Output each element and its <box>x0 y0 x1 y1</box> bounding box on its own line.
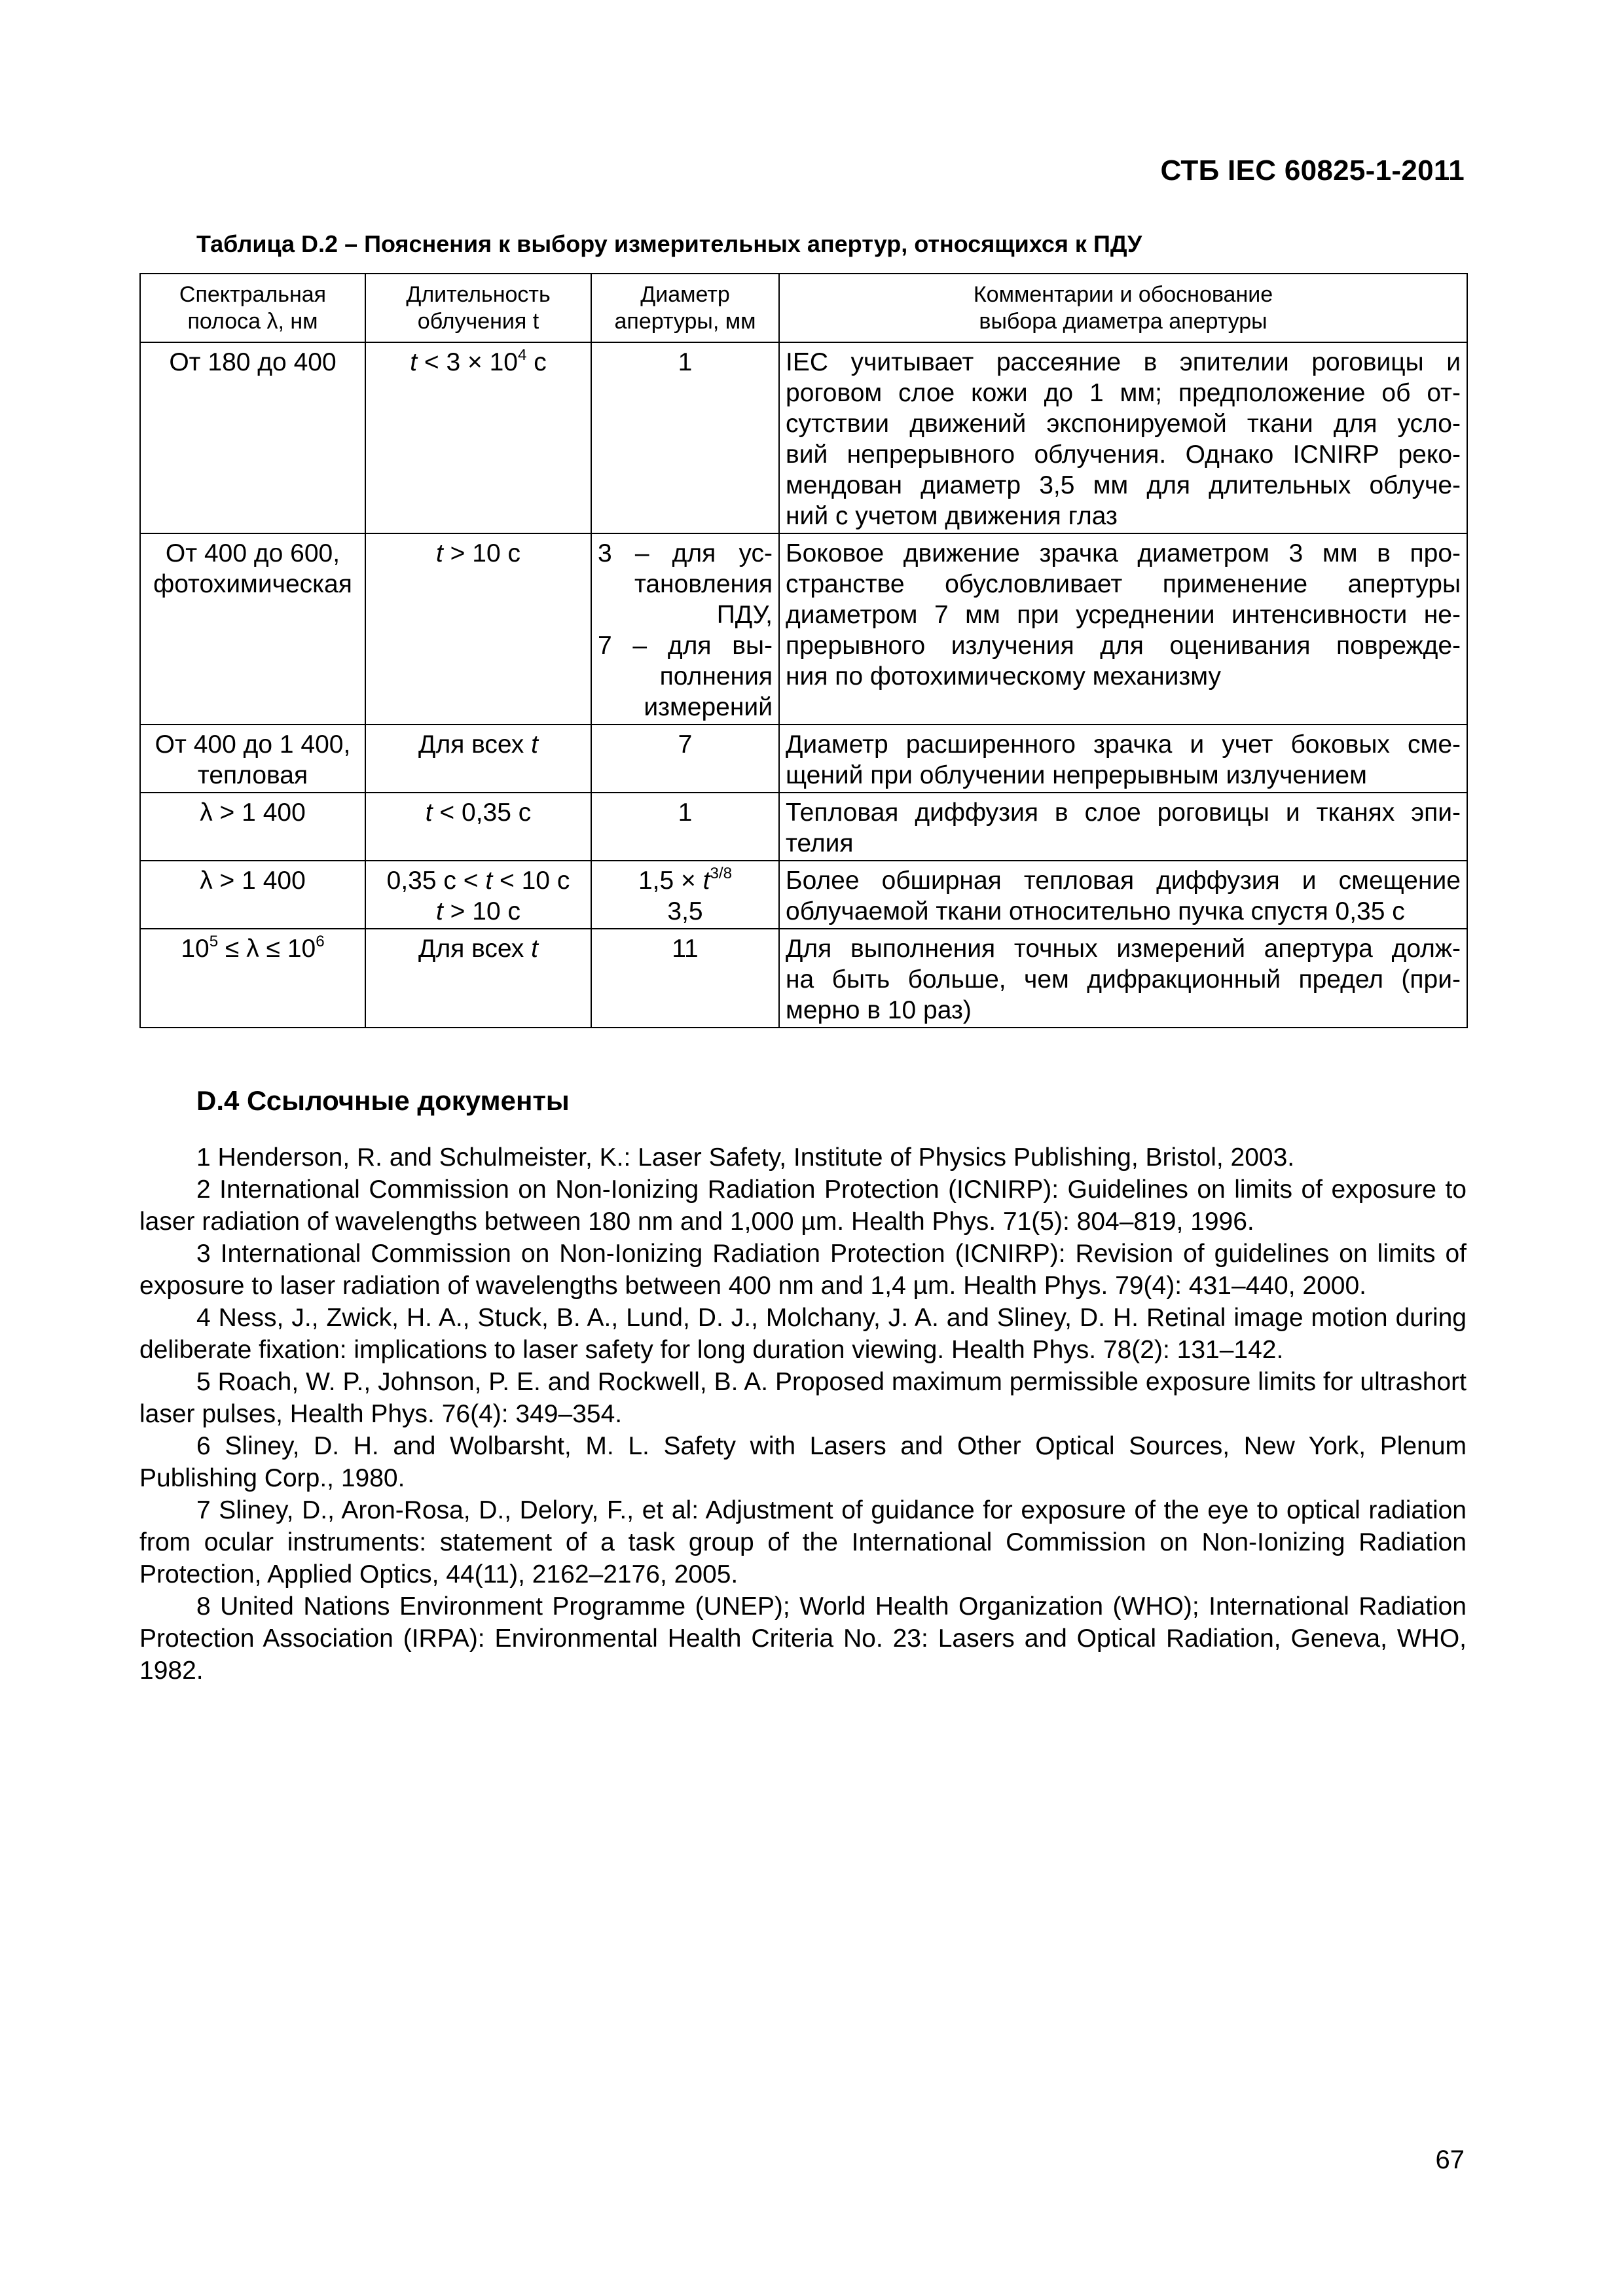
cell-comment: Диаметр расширенного зрачка и учет боковых сме- щений при облучении непрерывным излучением <box>779 725 1467 793</box>
reference-item: 1 Henderson, R. and Schulmeister, K.: Laser Safety, Institute of Physics Publishing, Bristol, 2003. <box>196 1143 1295 1172</box>
reference-item: 6 Sliney, D. H. and Wolbarsht, M. L. Safety with Lasers and Other Optical Sources, New York, Plenum Publishing Corp., 1980. <box>139 1432 1467 1492</box>
reference-item: 7 Sliney, D., Aron-Rosa, D., Delory, F., et al: Adjustment of guidance for exposure of the eye to optical radiation from ocular instruments: statement of a task group of the International Commission on Non-Ionizing Radiation Protection, Applied Optics, 44(11), 2162–2176, 2005. <box>139 1496 1467 1588</box>
reference-item: 4 Ness, J., Zwick, H. A., Stuck, B. A., Lund, D. J., Molchany, J. A. and Sliney, D. H. Retinal image motion during deliberate fixation: implications to laser safety for long duration viewing. Health Phys. 78(2): 131–142. <box>139 1304 1467 1364</box>
cell-duration: t < 0,35 с <box>365 793 591 861</box>
table-row <box>140 793 1467 861</box>
cell-band: От 400 до 600, фотохимическая <box>140 533 365 725</box>
reference-item: 8 United Nations Environment Programme (UNEP); World Health Organization (WHO); International Radiation Protection Association (IRPA): Environmental Health Criteria No. 23: Lasers and Optical Radiation, Geneva, WHO, 1982. <box>139 1592 1467 1685</box>
header-exposure-duration: Длительность облучения t <box>365 274 591 342</box>
cell-band: $10^5 \le \lambda \le 10^6$ <box>140 929 365 1028</box>
table-row <box>140 533 1467 725</box>
cell-duration: Для всех t <box>365 725 591 793</box>
reference-item: 2 International Commission on Non-Ionizing Radiation Protection (ICNIRP): Guidelines on limits of exposure to laser radiation of wavelengths between 180 nm and 1,000 µm. Health Phys. 71(5): 804–819, 1996. <box>139 1175 1467 1236</box>
section-title: D.4 Ссылочные документы <box>196 1085 570 1116</box>
standard-code: СТБ IEC 60825-1-2011 <box>1160 154 1465 187</box>
table-header-row <box>140 274 1467 342</box>
cell-diameter: 3 – для ус- тановления ПДУ, 7 – для вы- полнения измерений <box>591 533 779 725</box>
cell-band: От 400 до 1 400, тепловая <box>140 725 365 793</box>
reference-item: 3 International Commission on Non-Ionizing Radiation Protection (ICNIRP): Revision of guidelines on limits of exposure to laser radiation of wavelengths between 400 nm and 1,4 µm. Health Phys. 79(4): 431–440, 2000. <box>139 1240 1467 1300</box>
cell-band: От 180 до 400 <box>140 342 365 533</box>
cell-comment: Для выполнения точных измерений апертура долж- на быть больше, чем дифракционный предел (при- мерно в 10 раз) <box>779 929 1467 1028</box>
cell-diameter: $1,5 \times t^{3/8}$ 3,5 <box>591 861 779 929</box>
table-row <box>140 861 1467 929</box>
page-number: 67 <box>1435 2145 1465 2174</box>
header-comments: Комментарии и обоснование выбора диаметра апертуры <box>779 274 1467 342</box>
cell-band: λ > 1 400 <box>140 861 365 929</box>
cell-diameter: 11 <box>591 929 779 1028</box>
aperture-table <box>139 273 1468 1028</box>
reference-item: 5 Roach, W. P., Johnson, P. E. and Rockwell, B. A. Proposed maximum permissible exposure limits for ultrashort laser pulses, Health Phys. 76(4): 349–354. <box>139 1368 1467 1428</box>
table-row <box>140 929 1467 1028</box>
cell-comment: Боковое движение зрачка диаметром 3 мм в про- странстве обусловливает применение апертуры диаметром 7 мм при усреднении интенсивности не- прерывного излучения для оценивания поврежде- ния по фотохимическому механизму <box>779 533 1467 725</box>
table-caption: Таблица D.2 – Пояснения к выбору измерительных апертур, относящихся к ПДУ <box>196 230 1142 257</box>
table-row <box>140 725 1467 793</box>
reference-list <box>139 1141 1467 1687</box>
table-row <box>140 342 1467 533</box>
cell-duration: 0,35 с < t < 10 с t > 10 с <box>365 861 591 929</box>
header-aperture-diameter: Диаметр апертуры, мм <box>591 274 779 342</box>
cell-duration: $t < 3 \times 10^4$ с <box>365 342 591 533</box>
cell-duration: Для всех t <box>365 929 591 1028</box>
header-spectral-band: Спектральная полоса λ, нм <box>140 274 365 342</box>
cell-comment: Тепловая диффузия в слое роговицы и тканях эпи- телия <box>779 793 1467 861</box>
cell-comment: Более обширная тепловая диффузия и смещение облучаемой ткани относительно пучка спустя 0,35 с <box>779 861 1467 929</box>
cell-comment: IEC учитывает рассеяние в эпителии роговицы и роговом слое кожи до 1 мм; предположение об от- сутствии движений экспонируемой ткани для усло- вий непрерывного облучения. Однако ICNIRP реко- мендован диаметр 3,5 мм для длительных облуче- ний с учетом движения глаз <box>779 342 1467 533</box>
cell-diameter: 1 <box>591 342 779 533</box>
cell-duration: t > 10 с <box>365 533 591 725</box>
cell-diameter: 1 <box>591 793 779 861</box>
cell-diameter: 7 <box>591 725 779 793</box>
cell-band: λ > 1 400 <box>140 793 365 861</box>
